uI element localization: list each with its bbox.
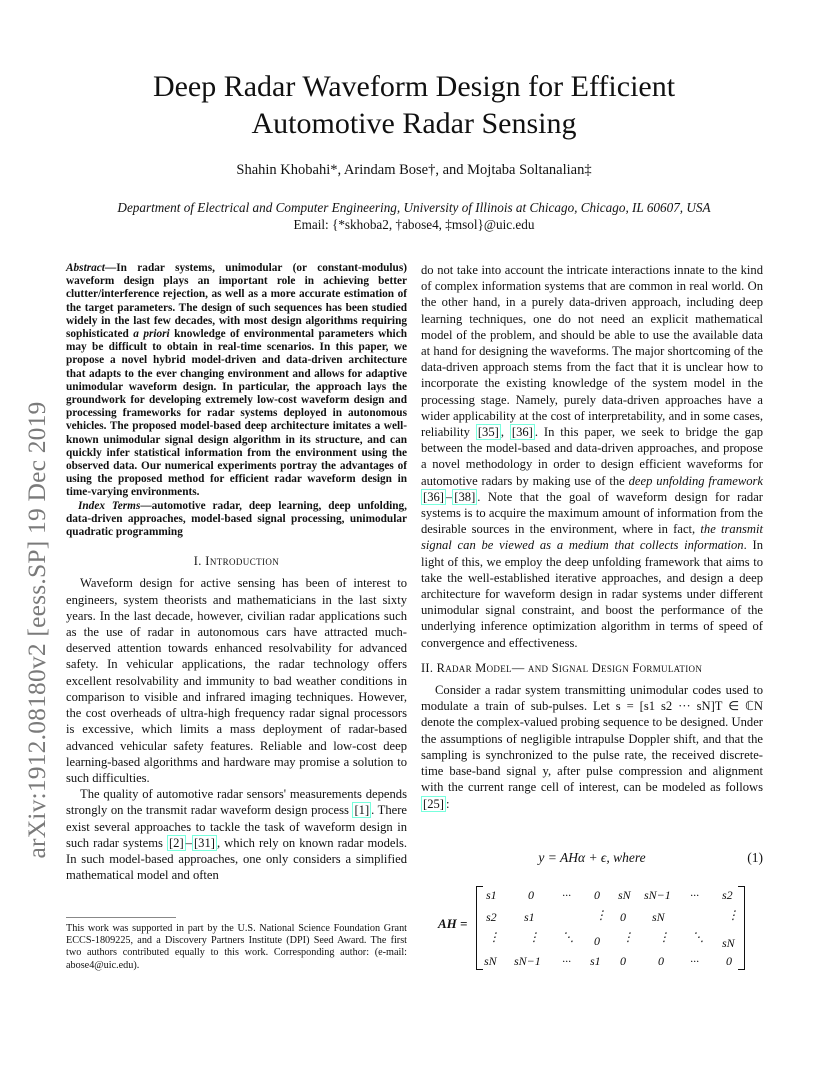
citation-link[interactable]: [36] [423,489,444,504]
citation-link[interactable]: [38] [454,489,476,504]
abstract-label: Abstract [66,262,105,274]
right-p1-emph-2: the transmit signal can be viewed as a medium that collects information [421,522,763,553]
right-p1-text-d: . In light of this, we employ the deep unfolding framework that aims to take the well-established iterative approaches, and design a deep architecture for waveform design in radar systems under different unimodular signal constraint, and boost the performance of the underlying inference optimization algorithm in terms of speed of convergence and effectiveness. [421,538,763,650]
matrix-cell: 0 [594,888,600,902]
right-p1-text-b: . In this paper, we seek to bridge the gap between the model-based and data-driven approaches, and propose a novel methodology in order to design efficient waveforms for automotive radars by making use of the [421,425,763,488]
section-heading-intro: I. Introduction [193,554,280,569]
right-column [421,262,763,812]
citation-dash: – [185,835,192,850]
matrix-cell: s2 [486,910,497,924]
matrix-left-bracket [476,886,483,970]
matrix-cell: s1 [590,954,601,968]
matrix-cell: ··· [562,954,571,968]
matrix-cell: ⋱ [692,930,704,944]
citation-link[interactable]: [36] [511,425,533,440]
matrix-cell: s1 [486,888,497,902]
abstract [66,262,407,500]
arxiv-sidebar-stamp [22,285,52,975]
matrix-cell: 0 [620,954,626,968]
citation-link[interactable]: [2] [168,835,184,850]
footnote: This work was supported in part by the U.S. National Science Foundation Grant ECCS-1809225, and a Discovery Partners Institute (DPI) Seed Award. The first two authors contributed equally to this work. Corresponding author: (e-mail: abose4@uic.edu). [66,923,407,971]
footnote-rule [66,917,176,918]
matrix-cell: sN−1 [514,954,541,968]
matrix-cell: 0 [726,954,732,968]
department: Department of Electrical and Computer Engineering, University of Illinois at Chicago, Chicago, IL 60607, USA [117,200,711,215]
arxiv-id: arXiv:1912.08180v2 [eess.SP] 19 Dec 2019 [22,401,51,859]
right-p2-text-a: Consider a radar system transmitting unimodular codes used to modulate a train of sub-pulses. Let s = [s1 s2 ··· sN]T ∈ ℂN denote the complex-valued probing sequence to be designed. Under the assumptions of negligible intrapulse Doppler shift, and that the sampling is synchronized to the pulse rate, the received discrete-time base-band signal y, after pulse compression and alignment with the current range cell of interest, can be modeled as follows [421,683,763,795]
intro-p2-text-a: The quality of automotive radar sensors' measurements depends strongly on the transmit radar waveform design process [66,787,407,818]
matrix-cell: ··· [690,888,699,902]
citation-link[interactable]: [35] [477,425,499,440]
matrix-cell: sN [618,888,631,902]
title-line-2: Automotive Radar Sensing [251,107,577,140]
section-heading-radar-model: II. Radar Model— and Signal Design Formulation [421,660,703,675]
matrix-right-bracket [738,886,745,970]
index-terms [66,500,407,540]
index-terms-text: —automotive radar, deep learning, deep unfolding, data-driven approaches, model-based signal processing, unimodular quadratic programming [66,499,407,539]
abstract-emph: a priori [133,328,170,341]
abstract-text-a: —In radar systems, unimodular (or constant-modulus) waveform design plays an important role in achieving better clutter/interference rejection, as well as a more accurate estimation of the target parameters. The design of such sequences has been studied widely in the last few decades, with most design algorithms requiring sophisticated [66,262,407,341]
matrix-cell: 0 [658,954,664,968]
right-paragraph-2 [421,682,763,812]
right-p1-text-a: do not take into account the intricate interactions innate to the kind of complex information systems that are common in real world. On the other hand, in a purely data-driven approach, including deep learning techniques, one do not need an explicit mathematical model of the problem, and should be able to use the available data at hand for designing the waveforms. The major shortcoming of the data-driven approach stems from the fact that it is unclear how to incorporate the existing knowledge of the system model in the processing stage. Namely, purely data-driven approaches have a wider applicability at the cost of interpretability, and in some cases, reliability [421,263,763,440]
citation-link[interactable]: [1] [354,803,370,818]
affiliation [60,199,768,233]
matrix-cell: ⋮ [488,930,500,944]
abstract-text-b: knowledge of environmental parameters which may be difficult to obtain in real-time scenarios. In this paper, we propose a novel hybrid model-driven and data-driven architecture that adapts to the ever changing environment and allows for adaptive unimodular waveform design. In particular, the approach lays the groundwork for developing extremely low-cost waveform design and processing frameworks for radar systems deployed in autonomous vehicles. The proposed model-based deep architecture imitates a well-known unimodular signal design algorithm in its structure, and can quickly infer statistical information from the environment using the observed data. Our numerical experiments portray the advantages of using the proposed method for efficient radar waveform design in time-varying environments. [66,328,407,499]
matrix-cell: 0 [620,910,626,924]
matrix-cell: sN [652,910,665,924]
citation-link[interactable]: [31] [193,835,215,850]
matrix-cell: ··· [690,954,699,968]
matrix-cell: ⋮ [658,930,670,944]
matrix-lhs: AH = [438,916,468,931]
equation-1-number: (1) [747,850,763,865]
matrix-cell: ⋱ [562,930,574,944]
paper-title [60,68,768,142]
authors: Shahin Khobahi*, Arindam Bose†, and Mojtaba Soltanalian‡ [236,162,592,178]
matrix-cell: sN [484,954,497,968]
matrix-AH [438,886,748,970]
matrix-cell: ··· [562,888,571,902]
right-p1-text-c: . Note that the goal of waveform design for radar systems is to acquire the maximum amount of information from the desirable sources in the environment, where in fact, [421,489,763,537]
matrix-cell: ⋮ [727,908,739,922]
matrix-cell: ⋮ [622,930,634,944]
equation-1-body: y = AHα + ϵ, where [538,850,646,865]
intro-p2-text-b: . There exist several approaches to tackle the task of waveform design in such radar systems [66,803,407,850]
intro-paragraph-2 [66,786,407,883]
matrix-cell: ⋮ [528,930,540,944]
right-p2-text-b: : [445,796,450,811]
matrix-cell: ⋮ [595,908,607,922]
matrix-cell: sN [722,936,735,950]
left-column [66,262,407,883]
citation-link[interactable]: [25] [423,796,444,811]
matrix-cell: sN−1 [644,888,671,902]
matrix-cell: s2 [722,888,733,902]
citation-dash: – [445,489,453,504]
citation-sep: , [500,425,510,440]
intro-paragraph-1: Waveform design for active sensing has been of interest to engineers, system theorists and mathematicians in the last sixty years. In the last decade, however, civilian radar applications such as the use of radar in autonomous cars have attracted much-deserved attention towards enhanced resolvability for advanced safety. In vehicular applications, the radar technology offers excellent resolvability and immunity to bad weather conditions in comparison to visible and infrared imaging techniques. However, the cost overheads of ultra-high frequency radar signal processors is excessive, which limits a mass deployment of radar-based advanced vehicular safety features. Reliable and low-cost deep learning-based algorithms and hardware may promise a solution to such difficulties. [66,576,407,785]
matrix-cell: 0 [594,934,600,948]
intro-p2-text-c: , which rely on known radar models. In such model-based approaches, one only considers a simplified mathematical model and often [66,835,408,883]
matrix-cell: s1 [524,910,535,924]
matrix-cell: 0 [528,888,534,902]
equation-1 [421,850,763,866]
index-terms-label: Index Terms [78,499,141,512]
right-p1-emph-1: deep unfolding framework [628,473,764,488]
email: Email: {*skhoba2, †abose4, ‡msol}@uic.edu [293,217,535,232]
right-paragraph-1 [421,262,763,651]
title-line-1: Deep Radar Waveform Design for Efficient [152,70,676,103]
